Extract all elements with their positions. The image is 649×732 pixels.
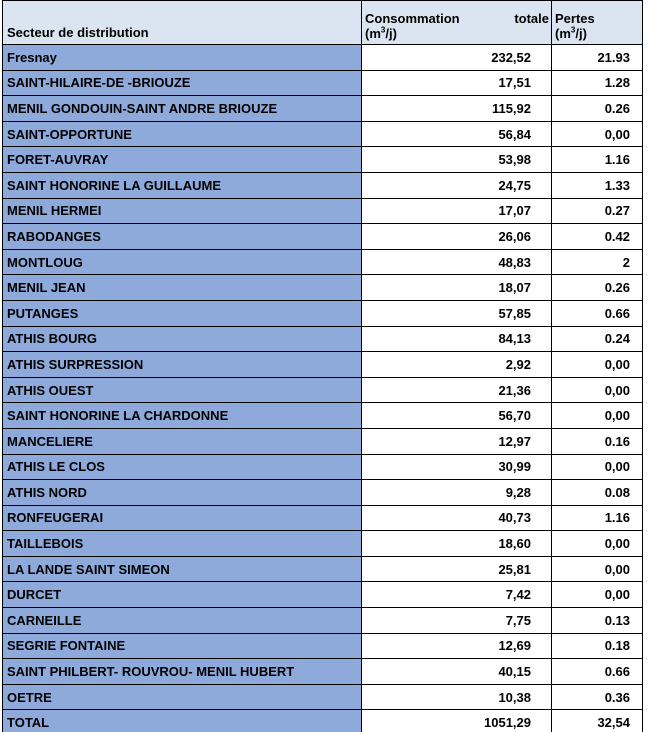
- sector-cell: SEGRIE FONTAINE: [3, 633, 362, 659]
- consumption-cell: 10,38: [362, 684, 552, 710]
- consumption-unit-pre: (m: [365, 26, 381, 41]
- consumption-cell: 232,52: [362, 45, 552, 71]
- losses-cell: 0.26: [552, 275, 643, 301]
- table-row: [3, 582, 643, 608]
- table-row: [3, 556, 643, 582]
- sector-cell: SAINT HONORINE LA GUILLAUME: [3, 172, 362, 198]
- losses-cell: 21.93: [552, 45, 643, 71]
- losses-cell: 1.16: [552, 505, 643, 531]
- table-header: [3, 1, 643, 45]
- losses-cell: 0,00: [552, 454, 643, 480]
- consumption-cell: 17,51: [362, 70, 552, 96]
- consumption-cell: 84,13: [362, 326, 552, 352]
- table-row: [3, 352, 643, 378]
- sector-cell: SAINT-HILAIRE-DE -BRIOUZE: [3, 70, 362, 96]
- table-row: [3, 45, 643, 71]
- sector-cell: MANCELIERE: [3, 428, 362, 454]
- sector-cell: MONTLOUG: [3, 249, 362, 275]
- sector-cell: CARNEILLE: [3, 608, 362, 634]
- sector-cell: FORET-AUVRAY: [3, 147, 362, 173]
- consumption-cell: 30,99: [362, 454, 552, 480]
- consumption-cell: 2,92: [362, 352, 552, 378]
- consumption-cell: 48,83: [362, 249, 552, 275]
- losses-unit-post: /j): [575, 26, 587, 41]
- sector-cell: Fresnay: [3, 45, 362, 71]
- losses-cell: 0,00: [552, 377, 643, 403]
- table-row: [3, 96, 643, 122]
- sector-cell: MENIL GONDOUIN-SAINT ANDRE BRIOUZE: [3, 96, 362, 122]
- sector-cell: TOTAL: [3, 710, 362, 732]
- header-sector: [3, 1, 362, 45]
- sector-cell: SAINT HONORINE LA CHARDONNE: [3, 403, 362, 429]
- table-row: [3, 608, 643, 634]
- losses-cell: 2: [552, 249, 643, 275]
- sector-cell: SAINT-OPPORTUNE: [3, 121, 362, 147]
- sector-cell: RABODANGES: [3, 224, 362, 250]
- table-row: [3, 710, 643, 732]
- table-row: [3, 531, 643, 557]
- losses-cell: 0.13: [552, 608, 643, 634]
- consumption-unit-sup: 3: [380, 25, 386, 35]
- consumption-cell: 1051,29: [362, 710, 552, 732]
- consumption-cell: 12,97: [362, 428, 552, 454]
- consumption-cell: 7,42: [362, 582, 552, 608]
- consumption-cell: 56,84: [362, 121, 552, 147]
- losses-cell: 1.16: [552, 147, 643, 173]
- header-consumption: [362, 1, 552, 45]
- header-row: [3, 1, 643, 45]
- header-losses-unit: [555, 26, 638, 41]
- losses-unit-sup: 3: [570, 25, 576, 35]
- losses-cell: 0,00: [552, 403, 643, 429]
- table-row: [3, 659, 643, 685]
- table-row: [3, 633, 643, 659]
- table-row: [3, 326, 643, 352]
- table-row: [3, 172, 643, 198]
- sector-cell: TAILLEBOIS: [3, 531, 362, 557]
- sector-cell: PUTANGES: [3, 300, 362, 326]
- sector-cell: ATHIS BOURG: [3, 326, 362, 352]
- losses-cell: 1.33: [552, 172, 643, 198]
- losses-cell: 0.66: [552, 659, 643, 685]
- table-row: [3, 403, 643, 429]
- losses-cell: 0.66: [552, 300, 643, 326]
- consumption-cell: 26,06: [362, 224, 552, 250]
- sector-cell: ATHIS LE CLOS: [3, 454, 362, 480]
- consumption-cell: 18,60: [362, 531, 552, 557]
- sector-cell: MENIL HERMEI: [3, 198, 362, 224]
- consumption-cell: 25,81: [362, 556, 552, 582]
- table-row: [3, 147, 643, 173]
- table-row: [3, 121, 643, 147]
- losses-cell: 0.27: [552, 198, 643, 224]
- consumption-cell: 40,15: [362, 659, 552, 685]
- distribution-table: [2, 0, 643, 732]
- consumption-cell: 40,73: [362, 505, 552, 531]
- header-consumption-word2: totale: [514, 11, 549, 26]
- sector-cell: SAINT PHILBERT- ROUVROU- MENIL HUBERT: [3, 659, 362, 685]
- table-row: [3, 300, 643, 326]
- table-row: [3, 249, 643, 275]
- consumption-cell: 57,85: [362, 300, 552, 326]
- table-row: [3, 684, 643, 710]
- losses-cell: 0,00: [552, 556, 643, 582]
- consumption-cell: 18,07: [362, 275, 552, 301]
- header-consumption-unit: [365, 26, 549, 41]
- losses-cell: 0,00: [552, 121, 643, 147]
- losses-cell: 0.24: [552, 326, 643, 352]
- consumption-cell: 12,69: [362, 633, 552, 659]
- losses-cell: 0.36: [552, 684, 643, 710]
- losses-unit-pre: (m: [555, 26, 571, 41]
- losses-cell: 0.18: [552, 633, 643, 659]
- sector-cell: DURCET: [3, 582, 362, 608]
- consumption-cell: 9,28: [362, 480, 552, 506]
- table-row: [3, 505, 643, 531]
- table-row: [3, 454, 643, 480]
- losses-cell: 1.28: [552, 70, 643, 96]
- losses-cell: 32,54: [552, 710, 643, 732]
- table-row: [3, 198, 643, 224]
- header-consumption-word1: Consommation: [365, 11, 460, 26]
- table-row: [3, 377, 643, 403]
- losses-cell: 0,00: [552, 582, 643, 608]
- consumption-cell: 56,70: [362, 403, 552, 429]
- sector-cell: RONFEUGERAI: [3, 505, 362, 531]
- losses-cell: 0.42: [552, 224, 643, 250]
- sector-cell: ATHIS OUEST: [3, 377, 362, 403]
- sector-cell: ATHIS SURPRESSION: [3, 352, 362, 378]
- table-body: [3, 45, 643, 732]
- header-consumption-title: [365, 11, 549, 26]
- header-sector-label: Secteur de distribution: [7, 25, 149, 40]
- consumption-cell: 17,07: [362, 198, 552, 224]
- consumption-unit-post: /j): [385, 26, 397, 41]
- table-row: [3, 480, 643, 506]
- sector-cell: ATHIS NORD: [3, 480, 362, 506]
- table-row: [3, 224, 643, 250]
- losses-cell: 0,00: [552, 352, 643, 378]
- table-row: [3, 428, 643, 454]
- consumption-cell: 7,75: [362, 608, 552, 634]
- losses-cell: 0.26: [552, 96, 643, 122]
- consumption-cell: 53,98: [362, 147, 552, 173]
- consumption-cell: 115,92: [362, 96, 552, 122]
- header-losses: [552, 1, 643, 45]
- sector-cell: MENIL JEAN: [3, 275, 362, 301]
- consumption-cell: 21,36: [362, 377, 552, 403]
- table-row: [3, 275, 643, 301]
- consumption-cell: 24,75: [362, 172, 552, 198]
- sector-cell: OETRE: [3, 684, 362, 710]
- losses-cell: 0,00: [552, 531, 643, 557]
- sector-cell: LA LANDE SAINT SIMEON: [3, 556, 362, 582]
- table-row: [3, 70, 643, 96]
- header-losses-title: Pertes: [555, 11, 595, 26]
- losses-cell: 0.16: [552, 428, 643, 454]
- losses-cell: 0.08: [552, 480, 643, 506]
